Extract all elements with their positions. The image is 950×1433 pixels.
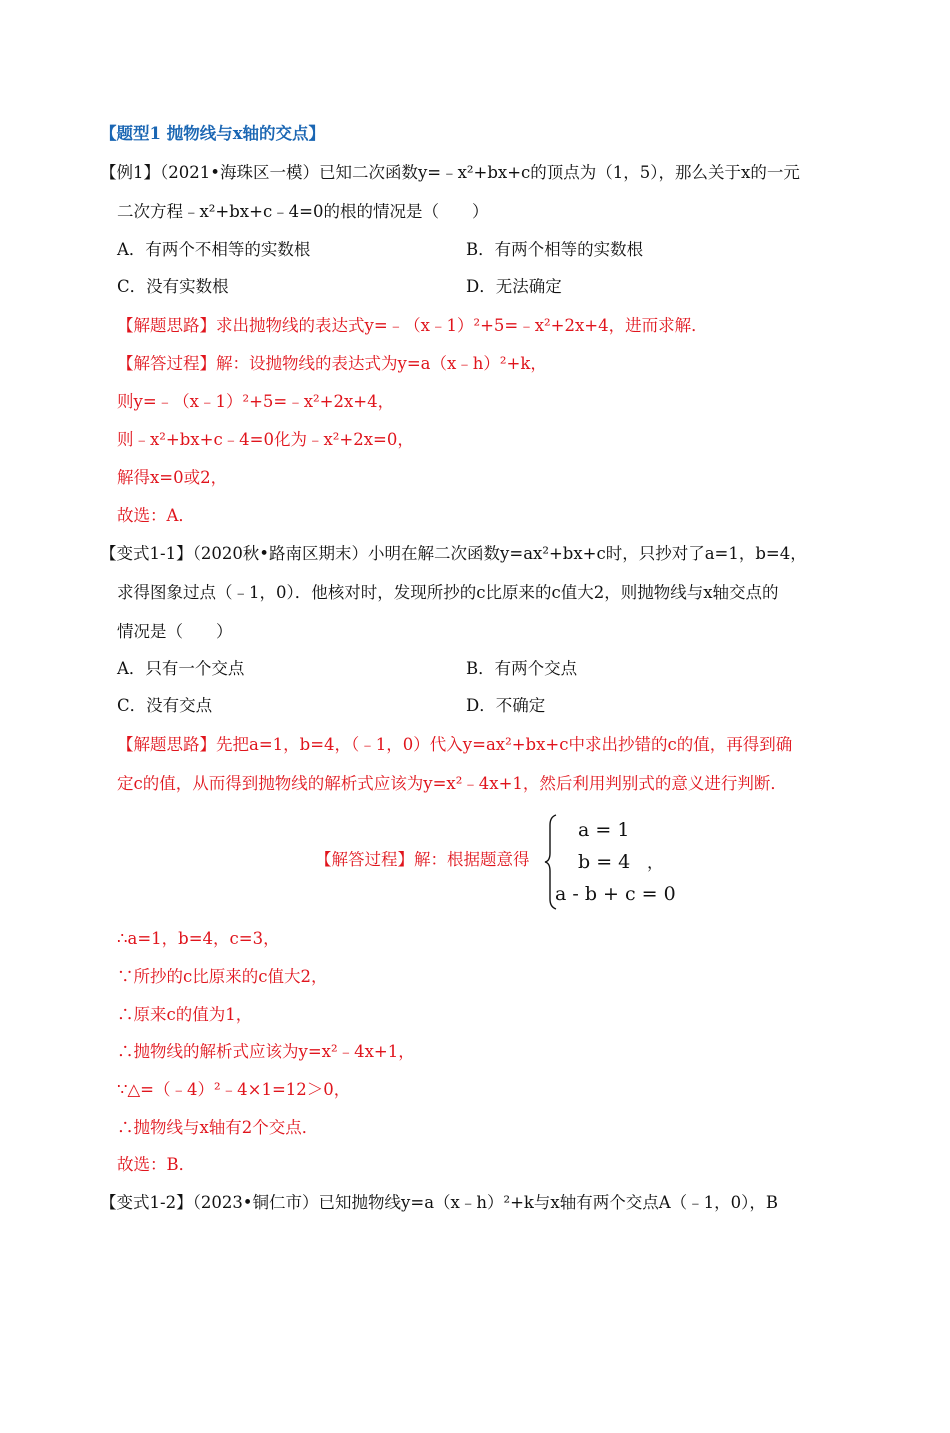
- variant1-1-option-d: D．不确定: [466, 696, 546, 715]
- example1-answer: 故选：A．: [117, 506, 195, 525]
- example1-question-line2: 二次方程﹣x²+bx+c﹣4=0的根的情况是（ ）: [117, 202, 489, 221]
- equation-a: a = 1: [578, 819, 630, 841]
- variant1-1-step-4: ∴抛物线的解析式应该为y=x²﹣4x+1，: [117, 1042, 415, 1061]
- equation-system: [544, 813, 676, 913]
- example1-option-a: A．有两个不相等的实数根: [117, 240, 311, 259]
- variant1-1-option-a: A．只有一个交点: [117, 659, 245, 678]
- example1-option-c: C．没有实数根: [117, 277, 229, 296]
- example1-option-b: B．有两个相等的实数根: [466, 240, 644, 259]
- example1-question-line1: 【例1】（2021•海珠区一模）已知二次函数y=﹣x²+bx+c的顶点为（1，5），那么关于x的一元: [100, 163, 800, 182]
- section-heading: 【题型1 抛物线与x轴的交点】: [100, 124, 326, 143]
- variant1-1-question-line3: 情况是（ ）: [117, 622, 233, 641]
- variant1-1-answer: 故选：B．: [117, 1155, 196, 1174]
- variant1-1-question-line2: 求得图象过点（﹣1，0）．他核对时，发现所抄的c比原来的c值大2，则抛物线与x轴交点的: [117, 583, 779, 602]
- example1-option-d: D．无法确定: [466, 277, 562, 296]
- variant1-1-solution-process: 【解答过程】解：根据题意得: [315, 850, 530, 869]
- variant1-1-step-6: ∴抛物线与x轴有2个交点．: [117, 1118, 319, 1137]
- system-comma: ，: [647, 853, 664, 872]
- equation-b: b = 4: [578, 851, 631, 873]
- equation-c: a - b + c = 0: [555, 883, 676, 905]
- variant1-1-step-2: ∵所抄的c比原来的c值大2，: [117, 967, 328, 986]
- example1-solution-idea: 【解题思路】求出抛物线的表达式y=﹣（x﹣1）²+5=﹣x²+2x+4，进而求解．: [117, 316, 708, 335]
- variant1-1-option-b: B．有两个交点: [466, 659, 578, 678]
- variant1-1-idea-line2: 定c的值，从而得到抛物线的解析式应该为y=x²﹣4x+1，然后利用判别式的意义进行判断．: [117, 774, 787, 793]
- variant1-1-option-c: C．没有交点: [117, 696, 213, 715]
- variant1-1-step-5: ∵△=（﹣4）²﹣4×1=12＞0，: [117, 1080, 351, 1099]
- example1-solution-process: 【解答过程】解：设抛物线的表达式为y=a（x﹣h）²+k，: [117, 354, 547, 373]
- variant1-1-idea-line1: 【解题思路】先把a=1，b=4，（﹣1，0）代入y=ax²+bx+c中求出抄错的c的值，再得到确: [117, 735, 793, 754]
- variant1-1-step-3: ∴原来c的值为1，: [117, 1005, 253, 1024]
- example1-step-1: 则y=﹣（x﹣1）²+5=﹣x²+2x+4，: [117, 392, 395, 411]
- example1-step-2: 则﹣x²+bx+c﹣4=0化为﹣x²+2x=0，: [117, 430, 414, 449]
- variant1-1-question-line1: 【变式1-1】（2020秋•路南区期末）小明在解二次函数y=ax²+bx+c时，只抄对了a=1，b=4，: [100, 544, 807, 563]
- example1-step-3: 解得x=0或2，: [117, 468, 228, 487]
- variant1-2-question-line1: 【变式1-2】（2023•铜仁市）已知抛物线y=a（x﹣h）²+k与x轴有两个交点A（﹣1，0），B: [100, 1193, 778, 1212]
- variant1-1-step-1: ∴a=1，b=4，c=3，: [117, 929, 280, 948]
